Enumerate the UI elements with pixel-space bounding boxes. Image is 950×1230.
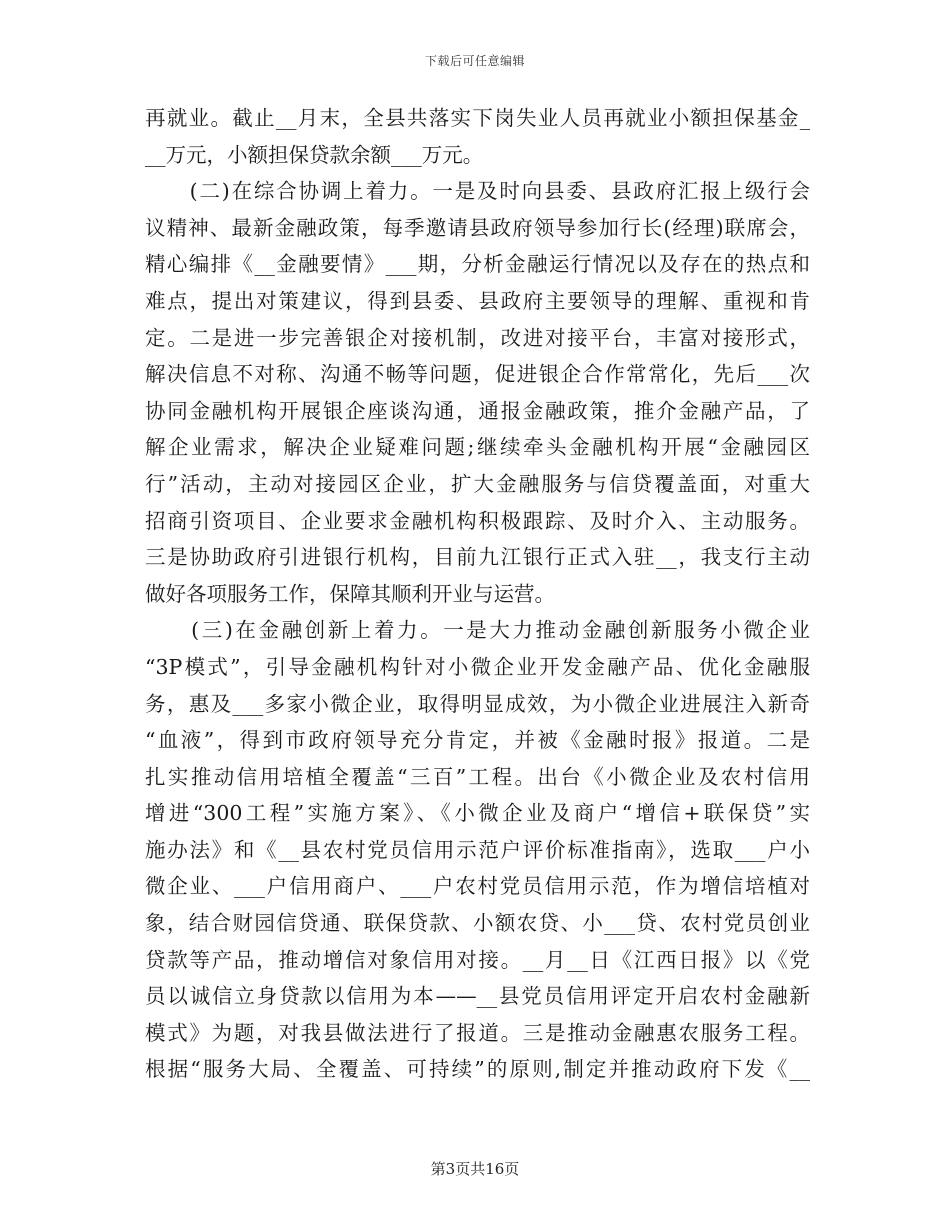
text-line-content: 象，结合财园信贷通、联保贷款、小额农贷、小___贷、农村党员创业	[145, 911, 810, 936]
text-line	[145, 722, 810, 759]
text-line	[145, 1015, 810, 1052]
text-line-content: 协同金融机构开展银企座谈沟通，通报金融政策，推介金融产品，了	[145, 398, 810, 423]
text-line-content: (三)在金融创新上着力。一是大力推动金融创新服务小微企业	[145, 618, 810, 643]
text-line-content: __万元，小额担保贷款余额___万元。	[145, 142, 484, 167]
text-line	[145, 173, 810, 210]
text-line-content: 定。二是进一步完善银企对接机制，改进对接平台，丰富对接形式，	[145, 325, 810, 350]
text-line	[145, 393, 810, 430]
text-line	[145, 832, 810, 869]
text-line	[145, 210, 810, 247]
text-line	[145, 905, 810, 942]
text-line	[145, 576, 810, 613]
text-line	[145, 795, 810, 832]
page-header: 下载后可任意编辑	[424, 54, 525, 68]
text-line	[145, 539, 810, 576]
text-line	[145, 100, 810, 137]
text-line	[145, 466, 810, 503]
text-line	[145, 1051, 810, 1088]
text-line-content: 难点，提出对策建议，得到县委、县政府主要领导的理解、重视和肯	[145, 288, 810, 313]
text-line-content: 务，惠及___多家小微企业，取得明显成效，为小微企业进展注入新奇	[145, 691, 810, 716]
text-line-content: 三是协助政府引进银行机构，目前九江银行正式入驻__，我支行主动	[145, 545, 810, 570]
text-line	[145, 283, 810, 320]
text-line-content: 扎实推动信用培植全覆盖“三百”工程。出台《小微企业及农村信用	[145, 764, 810, 789]
text-line	[145, 649, 810, 686]
text-line-content: 招商引资项目、企业要求金融机构积极跟踪、及时介入、主动服务。	[145, 508, 810, 533]
text-line	[145, 978, 810, 1015]
text-line	[145, 612, 810, 649]
text-line	[145, 429, 810, 466]
text-line	[145, 246, 810, 283]
text-line-content: 员以诚信立身贷款以信用为本——__县党员信用评定开启农村金融新	[145, 984, 810, 1009]
text-line-content: (二)在综合协调上着力。一是及时向县委、县政府汇报上级行会	[145, 179, 810, 204]
text-line-content: 模式》为题，对我县做法进行了报道。三是推动金融惠农服务工程。	[145, 1020, 810, 1045]
body-text	[145, 100, 810, 1088]
text-line	[145, 686, 810, 723]
text-line-content: 行”活动，主动对接园区企业，扩大金融服务与信贷覆盖面，对重大	[145, 471, 810, 496]
text-line	[145, 942, 810, 979]
text-line-content: “3P模式”，引导金融机构针对小微企业开发金融产品、优化金融服	[145, 654, 810, 679]
text-line-content: 根据“服务大局、全覆盖、可持续”的原则,制定并推动政府下发《__	[145, 1057, 810, 1082]
text-line-content: 解企业需求，解决企业疑难问题;继续牵头金融机构开展“金融园区	[145, 435, 810, 460]
text-line	[145, 759, 810, 796]
text-line-content: 微企业、___户信用商户、___户农村党员信用示范，作为增信培植对	[145, 874, 810, 899]
text-line	[145, 356, 810, 393]
text-line	[145, 137, 810, 174]
text-line-content: 施办法》和《__县农村党员信用示范户评价标准指南》，选取___户小	[145, 837, 810, 862]
page-footer: 第3页共16页	[430, 1160, 520, 1178]
text-line-content: 精心编排《__金融要情》___期，分析金融运行情况以及存在的热点和	[145, 252, 810, 277]
text-line	[145, 503, 810, 540]
text-line-content: 解决信息不对称、沟通不畅等问题，促进银企合作常常化，先后___次	[145, 362, 810, 387]
text-line-content: 议精神、最新金融政策，每季邀请县政府领导参加行长(经理)联席会，	[145, 215, 810, 240]
text-line-content: 增进“300工程”实施方案》、《小微企业及商户“增信+联保贷”实	[145, 801, 810, 826]
text-line	[145, 868, 810, 905]
text-line-content: 贷款等产品，推动增信对象信用对接。__月__日《江西日报》以《党	[145, 947, 810, 972]
text-line-content: 再就业。截止__月末，全县共落实下岗失业人员再就业小额担保基金_	[145, 106, 810, 130]
text-line-content: “血液”，得到市政府领导充分肯定，并被《金融时报》报道。二是	[145, 728, 810, 753]
text-line-content: 做好各项服务工作，保障其顺利开业与运营。	[145, 581, 555, 606]
text-line	[145, 320, 810, 357]
